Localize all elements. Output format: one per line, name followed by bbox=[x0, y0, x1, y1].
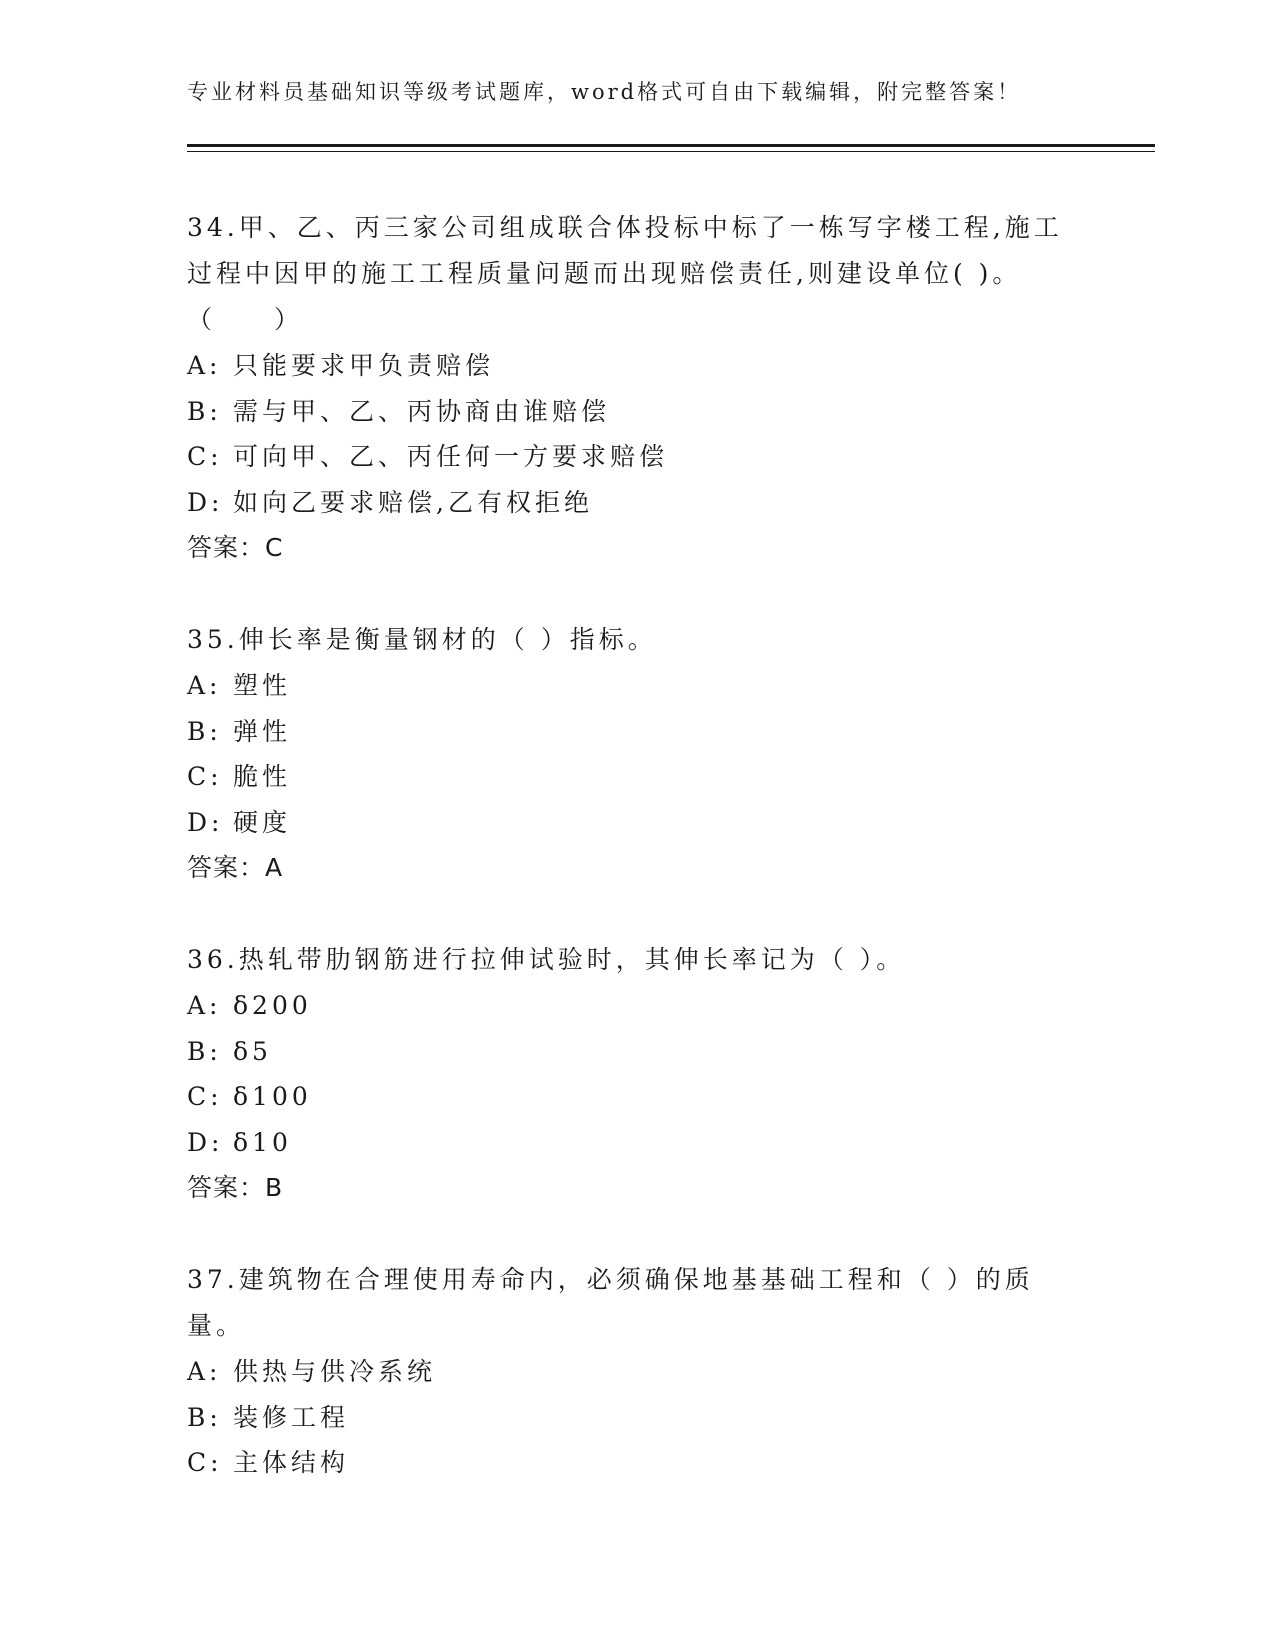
option-text: 只能要求甲负责赔偿 bbox=[233, 351, 495, 380]
option-text: 供热与供冷系统 bbox=[233, 1357, 437, 1386]
option-text: 塑性 bbox=[233, 671, 292, 700]
option-text: δ200 bbox=[233, 991, 312, 1020]
option-letter: C: bbox=[187, 1448, 223, 1477]
option-b bbox=[187, 1395, 1067, 1441]
option-text: 需与甲、乙、丙协商由谁赔偿 bbox=[233, 396, 611, 426]
option-c bbox=[187, 434, 1067, 480]
option-c bbox=[187, 754, 1067, 800]
option-a bbox=[187, 343, 1067, 389]
option-letter: A: bbox=[187, 351, 222, 380]
option-letter: D: bbox=[187, 807, 224, 837]
option-letter: A: bbox=[187, 1357, 222, 1386]
question-stem: 36.热轧带肋钢筋进行拉伸试验时，其伸长率记为（ ）。 bbox=[187, 945, 906, 974]
question-stem: 34.甲、乙、丙三家公司组成联合体投标中标了一栋写字楼工程,施工过程中因甲的施工工程质量问题而出现赔偿责任,则建设单位( )。（ ） bbox=[187, 213, 1063, 334]
header-rule bbox=[187, 144, 1155, 147]
option-a bbox=[187, 1349, 1067, 1395]
option-text: 可向甲、乙、丙任何一方要求赔偿 bbox=[233, 442, 669, 471]
option-text: δ10 bbox=[233, 1127, 292, 1157]
page-header: 专业材料员基础知识等级考试题库，word格式可自由下载编辑，附完整答案！ bbox=[187, 80, 1022, 104]
option-text: 装修工程 bbox=[233, 1402, 350, 1432]
question-36 bbox=[187, 937, 1067, 1211]
option-letter: B: bbox=[187, 396, 222, 426]
option-d bbox=[187, 480, 1067, 526]
option-c bbox=[187, 1440, 1067, 1486]
option-d bbox=[187, 800, 1067, 846]
option-c bbox=[187, 1074, 1067, 1120]
question-35 bbox=[187, 617, 1067, 891]
option-letter: B: bbox=[187, 1036, 222, 1066]
option-letter: B: bbox=[187, 716, 222, 746]
option-b bbox=[187, 389, 1067, 435]
option-a bbox=[187, 983, 1067, 1029]
option-text: δ5 bbox=[233, 1036, 272, 1066]
option-b bbox=[187, 1029, 1067, 1075]
option-b bbox=[187, 709, 1067, 755]
option-text: 主体结构 bbox=[233, 1448, 350, 1477]
question-list bbox=[187, 205, 1067, 1532]
answer-label: 答案：A bbox=[187, 853, 284, 882]
option-text: 硬度 bbox=[233, 807, 292, 837]
question-34 bbox=[187, 205, 1067, 571]
option-a bbox=[187, 663, 1067, 709]
option-letter: C: bbox=[187, 762, 223, 791]
option-letter: A: bbox=[187, 671, 222, 700]
option-letter: D: bbox=[187, 1127, 224, 1157]
answer-label: 答案：B bbox=[187, 1173, 284, 1202]
question-stem: 37.建筑物在合理使用寿命内，必须确保地基基础工程和（ ）的质量。 bbox=[187, 1265, 1034, 1340]
option-d bbox=[187, 1120, 1067, 1166]
answer-label: 答案：C bbox=[187, 533, 284, 562]
question-stem: 35.伸长率是衡量钢材的（ ）指标。 bbox=[187, 625, 657, 654]
header-rule-thin bbox=[187, 151, 1155, 152]
option-text: 如向乙要求赔偿,乙有权拒绝 bbox=[233, 487, 593, 517]
option-text: 脆性 bbox=[233, 762, 292, 791]
option-text: δ100 bbox=[233, 1082, 312, 1111]
option-letter: D: bbox=[187, 487, 224, 517]
option-letter: C: bbox=[187, 442, 223, 471]
option-letter: C: bbox=[187, 1082, 223, 1111]
option-text: 弹性 bbox=[233, 716, 292, 746]
option-letter: B: bbox=[187, 1402, 222, 1432]
question-37 bbox=[187, 1257, 1067, 1486]
option-letter: A: bbox=[187, 991, 222, 1020]
